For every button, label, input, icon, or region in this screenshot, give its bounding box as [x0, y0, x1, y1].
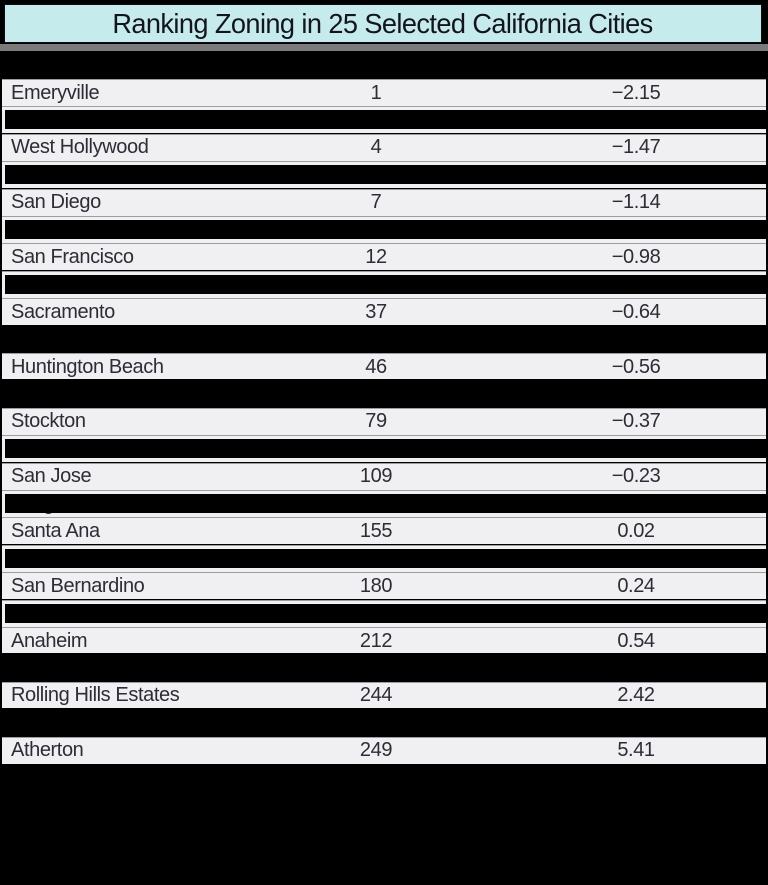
city-cell: San Jose — [11, 465, 92, 488]
city-cell: Stockton — [11, 410, 86, 433]
rank-cell: 244 — [359, 684, 393, 707]
table-row — [2, 190, 766, 216]
table-row — [2, 354, 766, 380]
value-cell: 5.41 — [617, 739, 655, 762]
table-row — [2, 436, 766, 462]
redaction-bar — [5, 220, 766, 239]
rank-cell: 37 — [365, 300, 387, 323]
table-row — [2, 162, 766, 188]
value-cell: −0.56 — [611, 355, 661, 378]
rank-cell: 155 — [359, 519, 393, 542]
redaction-bar — [5, 165, 766, 184]
city-cell: Rolling Hills Estates — [11, 684, 180, 707]
value-cell: 2.42 — [617, 684, 655, 707]
rank-cell: 1 — [370, 81, 382, 104]
value-cell: −0.98 — [611, 245, 661, 268]
rank-cell: 46 — [365, 355, 387, 378]
redaction-bar — [5, 604, 766, 623]
table-row — [2, 546, 766, 572]
rank-cell: 4 — [370, 136, 382, 159]
value-cell: 0.02 — [617, 519, 655, 542]
rank-cell: 249 — [359, 739, 393, 762]
header-divider — [0, 44, 768, 51]
redaction-bar — [5, 494, 766, 513]
redaction-bar — [5, 439, 766, 458]
redaction-bar — [5, 549, 766, 568]
table-row — [2, 107, 766, 133]
table-row — [2, 135, 766, 161]
redaction-bar — [2, 379, 767, 409]
city-cell: West Hollywood — [11, 136, 149, 159]
table-row — [2, 299, 766, 325]
rank-cell: 7 — [370, 191, 382, 214]
table-row — [2, 381, 766, 407]
table-row — [2, 327, 766, 353]
redaction-bar — [2, 653, 767, 683]
redaction-bar — [2, 325, 767, 355]
table-row — [2, 601, 766, 627]
table-row — [2, 573, 766, 599]
value-cell: −0.37 — [611, 410, 661, 433]
table-row — [2, 738, 766, 764]
city-cell: San Diego — [11, 191, 101, 214]
table-row — [2, 518, 766, 544]
table-row — [2, 464, 766, 490]
rank-cell: 180 — [359, 574, 393, 597]
city-cell: Anaheim — [11, 629, 88, 652]
city-cell: San Bernardino — [11, 574, 145, 597]
rank-cell: 79 — [365, 410, 387, 433]
value-cell: −0.64 — [611, 300, 661, 323]
table-row — [2, 491, 766, 517]
table-row — [2, 272, 766, 298]
table-row — [2, 244, 766, 270]
rank-cell: 12 — [365, 245, 387, 268]
value-cell: −2.15 — [611, 81, 661, 104]
value-cell: −1.47 — [611, 136, 661, 159]
city-cell: Emeryville — [11, 81, 100, 104]
rank-cell: 109 — [359, 465, 393, 488]
bottom-black-area — [0, 766, 768, 885]
redaction-bar — [5, 275, 766, 294]
city-cell: Santa Ana — [11, 519, 100, 542]
table-row — [2, 217, 766, 243]
table-row — [2, 655, 766, 681]
city-cell: Sacramento — [11, 300, 115, 323]
table-row — [2, 409, 766, 435]
table-row — [2, 710, 766, 736]
title-bar — [4, 4, 762, 43]
rank-cell: 212 — [359, 629, 393, 652]
redaction-bar — [5, 110, 766, 129]
city-cell: San Francisco — [11, 245, 134, 268]
value-cell: 0.54 — [617, 629, 655, 652]
table-row — [2, 628, 766, 654]
value-cell: −1.14 — [611, 191, 661, 214]
page-title: Ranking Zoning in 25 Selected California Cities — [112, 7, 654, 39]
table-row — [2, 80, 766, 106]
value-cell: −0.23 — [611, 465, 661, 488]
city-cell: Atherton — [11, 739, 84, 762]
redaction-bar — [2, 708, 767, 738]
city-cell: Huntington Beach — [11, 355, 164, 378]
table-row — [2, 683, 766, 709]
value-cell: 0.24 — [617, 574, 655, 597]
